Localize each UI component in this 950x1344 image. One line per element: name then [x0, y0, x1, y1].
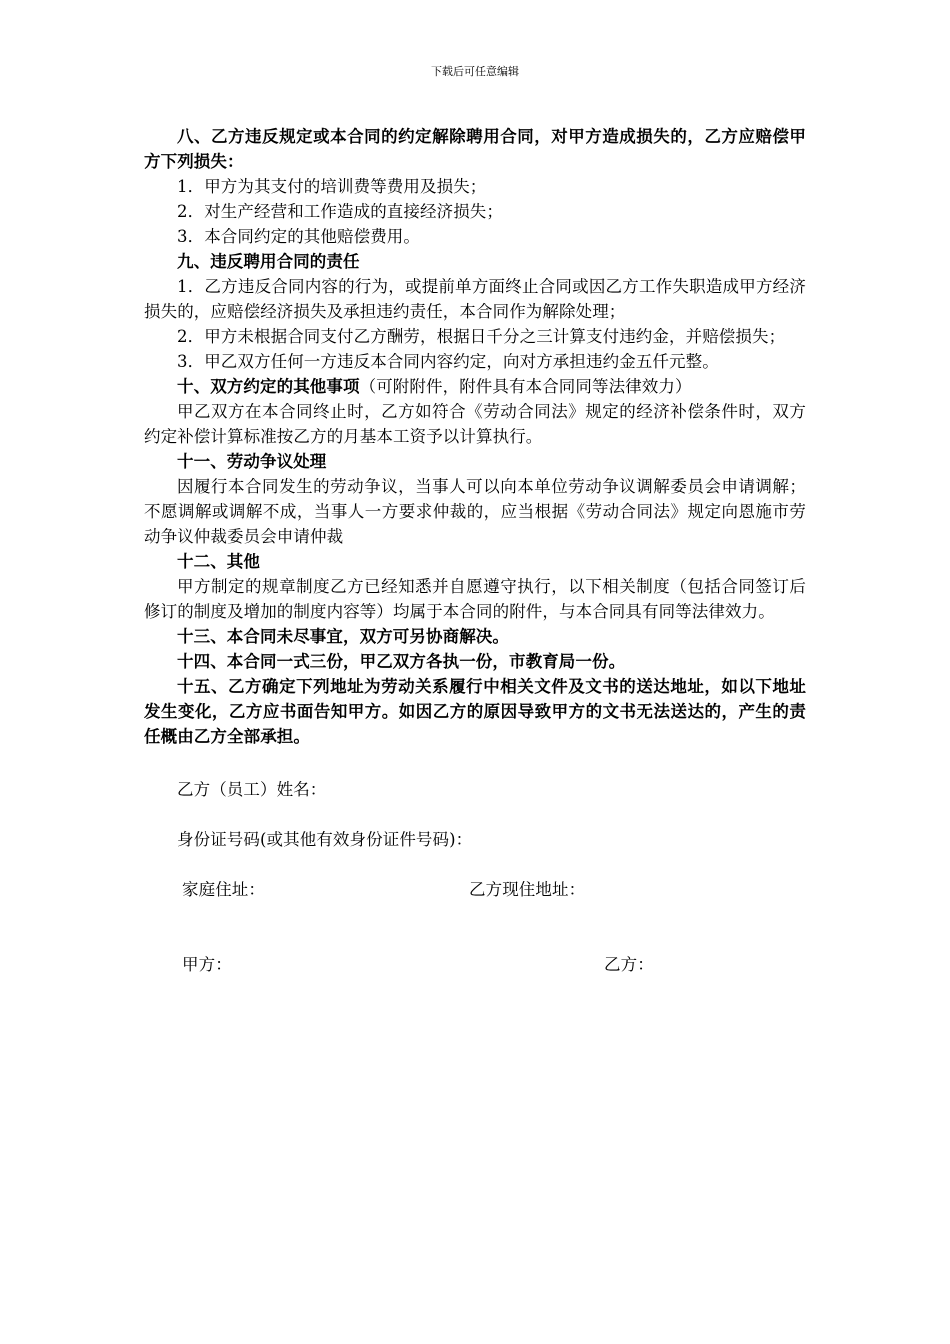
section-8-item-3: 3．本合同约定的其他赔偿费用。 — [177, 227, 420, 246]
section-9-item-1: 1．乙方违反合同内容的行为，或提前单方面终止合同或因乙方工作失职造成甲方经济损失的，应赔偿经济损失及承担违约责任，本合同作为解除处理； — [144, 277, 806, 321]
id-number-field: 身份证号码(或其他有效身份证件号码)： — [177, 830, 473, 849]
section-10-title: 十、双方约定的其他事项 — [177, 377, 360, 396]
section-13-title: 十三、本合同未尽事宜，双方可另协商解决。 — [177, 627, 509, 646]
section-12-body: 甲方制定的规章制度乙方已经知悉并自愿遵守执行，以下相关制度（包括合同签订后修订的制度及增加的制度内容等）均属于本合同的附件，与本合同具有同等法律效力。 — [144, 577, 806, 621]
home-address-field: 家庭住址： — [182, 880, 265, 899]
page-header-note: 下载后可任意编辑 — [431, 65, 519, 78]
section-8-item-1: 1．甲方为其支付的培训费等费用及损失； — [177, 177, 487, 196]
section-8-item-2: 2．对生产经营和工作造成的直接经济损失； — [177, 202, 503, 221]
section-12-title: 十二、其他 — [177, 552, 260, 571]
section-10-heading — [144, 374, 806, 399]
employee-name-field: 乙方（员工）姓名： — [177, 780, 327, 799]
party-b-signature: 乙方： — [604, 955, 654, 974]
party-a-signature: 甲方： — [182, 955, 232, 974]
section-10-body: 甲乙双方在本合同终止时，乙方如符合《劳动合同法》规定的经济补偿条件时，双方约定补偿计算标准按乙方的月基本工资予以计算执行。 — [144, 402, 806, 446]
address-row — [144, 877, 806, 902]
section-9-item-2: 2．甲方未根据合同支付乙方酬劳，根据日千分之三计算支付违约金，并赔偿损失； — [177, 327, 786, 346]
section-10-title-note: （可附附件，附件具有本合同同等法律效力） — [359, 377, 692, 396]
contract-body — [144, 124, 806, 977]
section-9-item-3: 3．甲乙双方任何一方违反本合同内容约定，向对方承担违约金五仟元整。 — [177, 352, 719, 371]
current-address-field: 乙方现住地址： — [469, 880, 586, 899]
section-9-title: 九、违反聘用合同的责任 — [177, 252, 360, 271]
section-14-title: 十四、本合同一式三份，甲乙双方各执一份，市教育局一份。 — [177, 652, 626, 671]
section-15-title: 十五、乙方确定下列地址为劳动关系履行中相关文件及文书的送达地址，如以下地址发生变化，乙方应书面告知甲方。如因乙方的原因导致甲方的文书无法送达的，产生的责任概由乙方全部承担。 — [144, 677, 806, 746]
section-8-title: 八、乙方违反规定或本合同的约定解除聘用合同，对甲方造成损失的，乙方应赔偿甲方下列损失： — [144, 127, 806, 171]
section-11-title: 十一、劳动争议处理 — [177, 452, 327, 471]
signature-row — [144, 952, 806, 977]
section-11-body: 因履行本合同发生的劳动争议，当事人可以向本单位劳动争议调解委员会申请调解；不愿调解或调解不成，当事人一方要求仲裁的，应当根据《劳动合同法》规定向恩施市劳动争议仲裁委员会申请仲裁 — [144, 477, 806, 546]
